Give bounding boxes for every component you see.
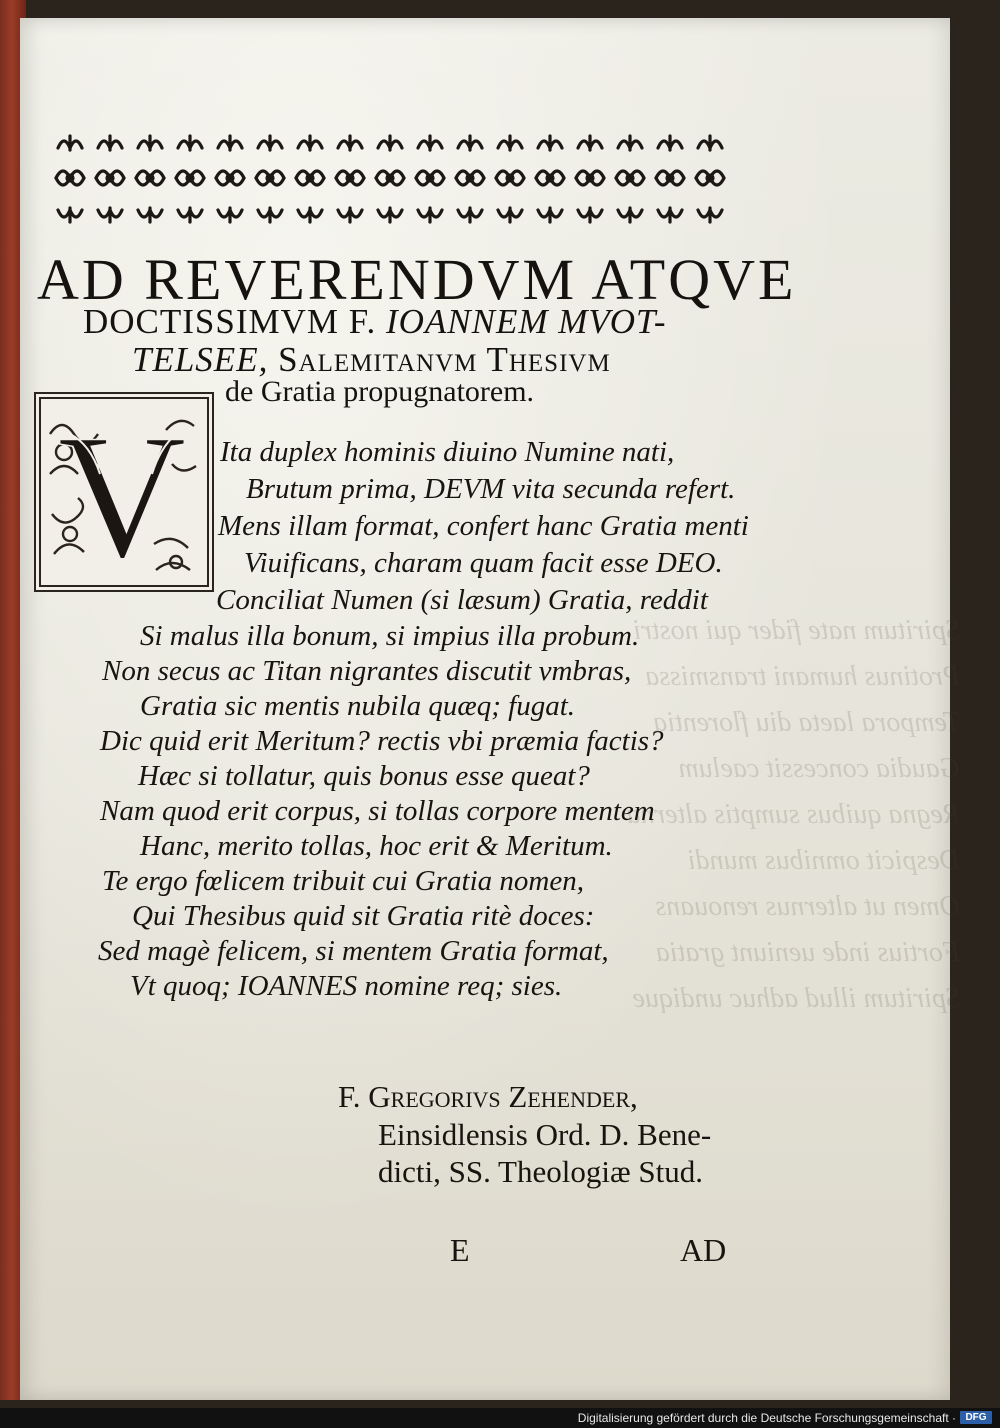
author-affiliation-2: dicti, SS. Theologiæ Stud. xyxy=(378,1154,703,1189)
verse-line-13: Te ergo fœlicem tribuit cui Gratia nomen, xyxy=(102,865,584,897)
verse-line-10: Hæc si tollatur, quis bonus esse queat? xyxy=(138,760,590,792)
fleuron-ornament xyxy=(176,136,204,222)
decorated-initial xyxy=(34,392,214,592)
author-affiliation-1: Einsidlensis Ord. D. Bene- xyxy=(378,1117,712,1152)
verse-line-6: Si malus illa bonum, si impius illa probum. xyxy=(140,620,640,652)
fleuron-ornament xyxy=(256,136,284,222)
fleuron-ornament xyxy=(656,136,684,222)
verse-line-2: Brutum prima, DEVM vita secunda refert. xyxy=(246,473,736,505)
verse-line-4: Viuificans, charam quam facit esse DEO. xyxy=(244,547,723,579)
fleuron-ornament xyxy=(576,136,604,222)
fleuron-ornament xyxy=(296,136,324,222)
title-line-3-italic: TELSEE, xyxy=(132,340,279,379)
title-line-3 xyxy=(132,340,611,380)
verse-line-15: Sed magè felicem, si mentem Gratia format, xyxy=(98,935,609,967)
fleuron-ornament xyxy=(136,136,164,222)
fleuron-ornament xyxy=(96,136,124,222)
verse-line-9: Dic quid erit Meritum? rectis vbi præmia factis? xyxy=(100,725,664,757)
title-line-2 xyxy=(83,302,667,342)
title-line-1: AD REVERENDVM ATQVE xyxy=(37,247,797,312)
fleuron-ornament xyxy=(696,136,724,222)
fleuron-ornament xyxy=(536,136,564,222)
verse-line-3: Mens illam format, confert hanc Gratia menti xyxy=(218,510,749,542)
book-page xyxy=(20,18,960,1400)
ornamental-headpiece xyxy=(50,118,750,238)
footer-bar xyxy=(0,1408,1000,1428)
verse-line-8: Gratia sic mentis nubila quæq; fugat. xyxy=(140,690,575,722)
verse-line-5: Conciliat Numen (si læsum) Gratia, reddit xyxy=(216,584,708,616)
fleuron-ornament xyxy=(496,136,524,222)
initial-letter: V xyxy=(57,397,187,590)
verse-line-11: Nam quod erit corpus, si tollas corpore mentem xyxy=(100,795,655,827)
fleuron-ornament xyxy=(56,136,84,222)
verse-line-1: Ita duplex hominis diuino Numine nati, xyxy=(220,436,675,468)
verse-line-14: Qui Thesibus quid sit Gratia ritè doces: xyxy=(132,900,595,932)
show-through: Spiritum nate fider qui nostri Protinus humani transmissa Tempora laeta diu florentia Gaudia concessit caelum Regna quibus sumptis alterna Despicit omnibus mundi Omen ut alternus renouans Fortius inde ueniunt gratia Spiritum illud adhuc undique xyxy=(626,615,960,1014)
title-line-2-roman: DOCTISSIMVM F. xyxy=(83,302,386,341)
verse-line-16: Vt quoq; IOANNES nomine req; sies. xyxy=(130,970,563,1002)
fleuron-ornament xyxy=(616,136,644,222)
catchword: AD xyxy=(680,1232,727,1268)
dfg-logo-icon: DFG xyxy=(960,1411,992,1424)
title-line-4: de Gratia propugnatorem. xyxy=(225,375,535,408)
fleuron-ornament xyxy=(216,136,244,222)
title-line-2-italic: IOANNEM MVOT- xyxy=(385,302,667,341)
fleuron-ornament xyxy=(416,136,444,222)
initial-ornament-icon xyxy=(36,394,212,590)
title-line-3-smallcaps: Salemitanvm Thesivm xyxy=(278,340,611,379)
author-name: F. Gregorivs Zehender, xyxy=(338,1079,638,1114)
verse-line-7: Non secus ac Titan nigrantes discutit vmbras, xyxy=(102,655,632,687)
fleuron-ornament xyxy=(376,136,404,222)
signature-mark: E xyxy=(450,1232,470,1268)
fleuron-ornament xyxy=(456,136,484,222)
verse-line-12: Hanc, merito tollas, hoc erit & Meritum. xyxy=(140,830,613,862)
funding-credit: Digitalisierung gefördert durch die Deutsche Forschungsgemeinschaft · xyxy=(577,1411,956,1425)
fleuron-ornament xyxy=(336,136,364,222)
